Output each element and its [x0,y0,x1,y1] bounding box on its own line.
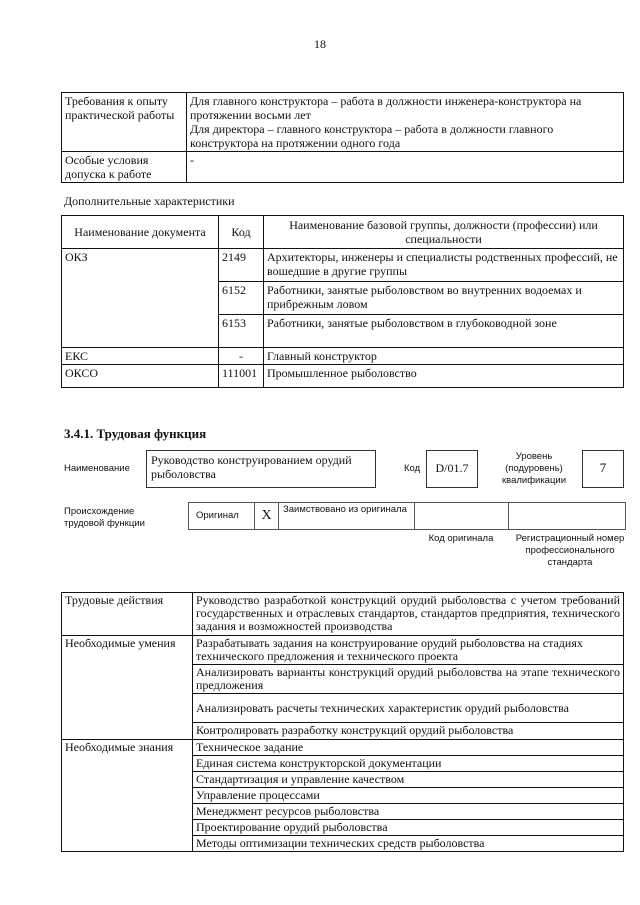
admission-value: - [187,152,624,183]
table-row [62,593,624,636]
page-number: 18 [314,37,326,51]
table-row [62,348,624,365]
actions-label: Трудовые действия [62,593,193,636]
function-origin-label: Происхождение трудовой функции [64,506,145,529]
okz-code-1: 2149 [219,249,264,282]
header-code: Код [219,216,264,249]
additional-characteristics-table [61,215,624,388]
header-document-name: Наименование документа [62,216,219,249]
okz-name-2: Работники, занятые рыболовством во внутренних водоемах и прибрежным ловом [264,282,624,315]
eks-code: - [219,348,264,365]
skill-item: Разрабатывать задания на конструирование орудий рыболовства на стадиях технического предложения и технического проекта [193,636,624,665]
reg-number-label: Регистрационный номер профессионального стандарта [515,533,625,568]
experience-value [187,93,624,152]
table-header-row [62,216,624,249]
reg-number-cell [509,503,625,529]
labor-function-table [61,592,624,852]
code-label: Код [404,463,421,474]
header-group-name: Наименование базовой группы, должности (профессии) или специальности [264,216,624,249]
knowledge-item: Управление процессами [193,788,624,804]
okso-doc: ОКСО [62,365,219,388]
eks-doc: ЕКС [62,348,219,365]
additional-characteristics-title: Дополнительные характеристики [64,194,235,208]
origin-row [188,502,626,530]
original-mark: X [255,503,279,529]
section-title: 3.4.1. Трудовая функция [64,426,207,441]
okso-name: Промышленное рыболовство [264,365,624,388]
function-code-box: D/01.7 [426,450,478,488]
knowledge-item: Менеджмент ресурсов рыболовства [193,804,624,820]
admission-label: Особые условия допуска к работе [62,152,187,183]
function-name-label: Наименование [64,463,130,474]
function-name-box: Руководство конструированием орудий рыболовства [146,450,376,488]
okz-code-2: 6152 [219,282,264,315]
eks-name: Главный конструктор [264,348,624,365]
knowledge-item: Проектирование орудий рыболовства [193,820,624,836]
knowledge-item: Единая система конструкторской документации [193,756,624,772]
table-row [62,740,624,756]
qualification-level-box: 7 [582,450,624,488]
requirements-table [61,92,624,183]
qualification-level-label: Уровень (подуровень) квалификации [501,451,567,486]
experience-line-2: Для директора – главного конструктора – работа в должности главного конструктора на протяжении одного года [190,122,554,150]
knowledge-label: Необходимые знания [62,740,193,852]
table-row [62,636,624,665]
action-item: Руководство разработкой конструкций орудий рыболовства с учетом требований государственных и отраслевых стандартов, стандартов предприятия, технического задания и возможностей производства [193,593,624,636]
knowledge-item: Стандартизация и управление качеством [193,772,624,788]
okz-code-3: 6153 [219,315,264,348]
code-original-cell [415,503,509,529]
table-row [62,93,624,152]
skill-item: Анализировать варианты конструкций орудий рыболовства на этапе технического предложения [193,665,624,694]
borrowed-label: Заимствовано из оригинала [279,503,415,529]
skill-item: Анализировать расчеты технических характеристик орудий рыболовства [193,694,624,723]
table-row [62,249,624,282]
code-original-label: Код оригинала [428,533,494,544]
table-row [62,365,624,388]
table-row [62,152,624,183]
knowledge-item: Методы оптимизации технических средств рыболовства [193,836,624,852]
okz-doc: ОКЗ [62,249,219,348]
okz-name-3: Работники, занятые рыболовством в глубоководной зоне [264,315,624,348]
skill-item: Контролировать разработку конструкций орудий рыболовства [193,723,624,740]
experience-line-1: Для главного конструктора – работа в должности инженера-конструктора на протяжении восьми лет [190,94,582,122]
original-label: Оригинал [189,503,255,529]
experience-label: Требования к опыту практической работы [62,93,187,152]
skills-label: Необходимые умения [62,636,193,740]
okso-code: 111001 [219,365,264,388]
okz-name-1: Архитекторы, инженеры и специалисты родственных профессий, не вошедшие в другие группы [264,249,624,282]
knowledge-item: Техническое задание [193,740,624,756]
